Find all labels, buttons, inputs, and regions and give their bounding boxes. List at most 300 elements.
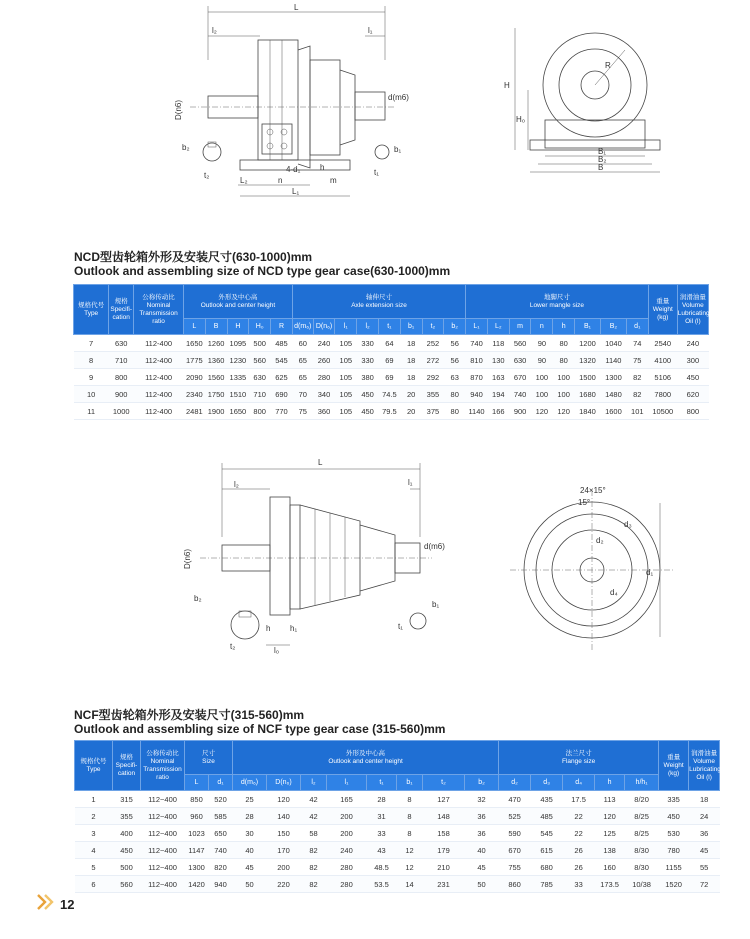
svg-text:4-d₁: 4-d₁ xyxy=(286,165,301,174)
subheader-cell: t₂ xyxy=(422,319,444,335)
subheader-cell: b₂ xyxy=(444,319,466,335)
table-cell: 158 xyxy=(423,825,465,842)
ncd-spec-table xyxy=(73,284,709,420)
table-cell: 450 xyxy=(659,808,689,825)
table-cell: 31 xyxy=(367,808,397,825)
table-cell: 330 xyxy=(357,352,379,369)
table-cell: 740 xyxy=(509,386,531,403)
table-cell: 80 xyxy=(444,386,466,403)
table-cell: 112-400 xyxy=(134,369,184,386)
table-cell: 69 xyxy=(378,369,400,386)
table-row xyxy=(75,825,720,842)
subheader-cell: H₀ xyxy=(249,319,271,335)
svg-text:d(m6): d(m6) xyxy=(388,93,409,102)
table-cell: 8/30 xyxy=(625,859,659,876)
svg-text:d₁: d₁ xyxy=(646,568,654,577)
table-cell: 18 xyxy=(400,352,422,369)
table-cell: 82 xyxy=(301,859,327,876)
table-cell: 375 xyxy=(422,403,444,420)
table-cell: 5106 xyxy=(648,369,677,386)
col-weight: 重量 Weight (kg) xyxy=(659,741,689,791)
table-cell: 3 xyxy=(75,825,113,842)
table-cell: 1147 xyxy=(185,842,209,859)
table-cell: 585 xyxy=(209,808,233,825)
table-cell: 272 xyxy=(422,352,444,369)
table-cell: 1040 xyxy=(600,335,626,352)
table-cell: 42 xyxy=(301,791,327,808)
table-cell: 1140 xyxy=(466,403,488,420)
table-cell: 12 xyxy=(397,859,423,876)
table-cell: 315 xyxy=(113,791,141,808)
table-cell: 470 xyxy=(499,791,531,808)
table-row xyxy=(75,791,720,808)
table-cell: 60 xyxy=(292,335,313,352)
subheader-cell: b₁ xyxy=(397,775,423,791)
table-cell: 1300 xyxy=(600,369,626,386)
table-cell: 130 xyxy=(487,352,509,369)
table-cell: 1520 xyxy=(659,876,689,893)
group-axle: 轴伸尺寸 Axle extension size xyxy=(292,285,465,319)
subheader-cell: h xyxy=(553,319,575,335)
table-cell: 36 xyxy=(689,825,720,842)
table-cell: 20 xyxy=(400,403,422,420)
table-cell: 45 xyxy=(689,842,720,859)
subheader-cell: t₂ xyxy=(423,775,465,791)
table-cell: 300 xyxy=(677,352,708,369)
subheader-cell: D(n₆) xyxy=(313,319,335,335)
table-cell: 1000 xyxy=(109,403,134,420)
subheader-cell: d₄ xyxy=(563,775,595,791)
table-cell: 26 xyxy=(563,842,595,859)
table-cell: 58 xyxy=(301,825,327,842)
table-cell: 8 xyxy=(397,808,423,825)
table-cell: 260 xyxy=(313,352,335,369)
table-cell: 8/30 xyxy=(625,842,659,859)
table-cell: 173.5 xyxy=(595,876,625,893)
table-cell: 450 xyxy=(113,842,141,859)
table-cell: 118 xyxy=(487,335,509,352)
table-cell: 194 xyxy=(487,386,509,403)
ncf-title-cn: NCF型齿轮箱外形及安装尺寸(315-560)mm xyxy=(74,708,305,722)
svg-text:R: R xyxy=(605,61,611,70)
subheader-cell: B xyxy=(205,319,227,335)
svg-text:D(n6): D(n6) xyxy=(174,99,183,120)
table-cell: 1510 xyxy=(227,386,249,403)
table-cell: 33 xyxy=(367,825,397,842)
table-cell: 48.5 xyxy=(367,859,397,876)
table-cell: 1155 xyxy=(659,859,689,876)
table-cell: 112-400 xyxy=(134,335,184,352)
table-cell: 50 xyxy=(465,876,499,893)
table-cell: 680 xyxy=(531,859,563,876)
table-cell: 620 xyxy=(677,386,708,403)
table-cell: 252 xyxy=(422,335,444,352)
table-cell: 200 xyxy=(327,825,367,842)
table-cell: 105 xyxy=(335,369,357,386)
table-cell: 105 xyxy=(335,386,357,403)
col-type: 规格代号 Type xyxy=(75,741,113,791)
group-size: 尺寸 Size xyxy=(185,741,233,775)
table-cell: 2 xyxy=(75,808,113,825)
table-cell: 231 xyxy=(423,876,465,893)
ncf-title-en: Outlook and assembling size of NCF type gear case (315-560)mm xyxy=(74,722,446,736)
subheader-cell: l₂ xyxy=(357,319,379,335)
table-cell: 65 xyxy=(292,352,313,369)
table-cell: 940 xyxy=(209,876,233,893)
table-cell: 2481 xyxy=(183,403,205,420)
table-row xyxy=(74,386,709,403)
col-spec: 规格 Specifi-cation xyxy=(109,285,134,335)
table-cell: 5 xyxy=(75,859,113,876)
table-row xyxy=(74,335,709,352)
table-row xyxy=(75,842,720,859)
table-cell: 18 xyxy=(689,791,720,808)
table-cell: 200 xyxy=(327,808,367,825)
col-type: 规格代号 Type xyxy=(74,285,109,335)
table-cell: 179 xyxy=(423,842,465,859)
table-cell: 36 xyxy=(465,825,499,842)
svg-text:B: B xyxy=(598,163,604,172)
svg-text:L₂: L₂ xyxy=(240,176,248,185)
svg-text:n: n xyxy=(278,176,283,185)
table-cell: 755 xyxy=(499,859,531,876)
table-cell: 56 xyxy=(444,335,466,352)
table-cell: 79.5 xyxy=(378,403,400,420)
group-flange: 地脚尺寸 Lower mangle size xyxy=(466,285,649,319)
table-cell: 210 xyxy=(423,859,465,876)
subheader-cell: n xyxy=(531,319,553,335)
col-oil: 润滑油量 Volume Lubricating Oil (l) xyxy=(689,741,720,791)
svg-text:L: L xyxy=(318,458,323,467)
table-cell: 545 xyxy=(271,352,293,369)
table-cell: 10500 xyxy=(648,403,677,420)
table-cell: 163 xyxy=(487,369,509,386)
table-cell: 74 xyxy=(626,335,648,352)
table-cell: 100 xyxy=(553,369,575,386)
table-cell: 45 xyxy=(233,859,267,876)
table-cell: 40 xyxy=(465,842,499,859)
table-cell: 1680 xyxy=(575,386,601,403)
table-cell: 280 xyxy=(327,876,367,893)
table-cell: 940 xyxy=(466,386,488,403)
table-cell: 42 xyxy=(301,808,327,825)
table-cell: 25 xyxy=(233,791,267,808)
table-cell: 112-400 xyxy=(134,352,184,369)
table-cell: 22 xyxy=(563,825,595,842)
table-cell: 960 xyxy=(185,808,209,825)
svg-text:B₂: B₂ xyxy=(598,155,607,164)
subheader-cell: D(n₆) xyxy=(267,775,301,791)
svg-text:d(m6): d(m6) xyxy=(424,542,445,551)
table-cell: 113 xyxy=(595,791,625,808)
table-cell: 112~400 xyxy=(141,791,185,808)
table-cell: 200 xyxy=(267,859,301,876)
subheader-cell: d₁ xyxy=(209,775,233,791)
table-cell: 900 xyxy=(109,386,134,403)
table-cell: 45 xyxy=(465,859,499,876)
table-cell: 140 xyxy=(267,808,301,825)
table-cell: 9 xyxy=(74,369,109,386)
table-cell: 26 xyxy=(563,859,595,876)
table-cell: 150 xyxy=(267,825,301,842)
table-cell: 520 xyxy=(209,791,233,808)
table-cell: 127 xyxy=(423,791,465,808)
subheader-cell: R xyxy=(271,319,293,335)
table-cell: 82 xyxy=(301,842,327,859)
table-cell: 615 xyxy=(531,842,563,859)
table-cell: 810 xyxy=(466,352,488,369)
svg-text:h₁: h₁ xyxy=(290,624,298,633)
table-cell: 75 xyxy=(292,403,313,420)
table-cell: 740 xyxy=(466,335,488,352)
table-cell: 330 xyxy=(357,335,379,352)
table-row xyxy=(74,403,709,420)
subheader-cell: B₁ xyxy=(575,319,601,335)
table-cell: 112~400 xyxy=(141,859,185,876)
svg-text:t₁: t₁ xyxy=(374,168,379,177)
ncd-title-en: Outlook and assembling size of NCD type gear case(630-1000)mm xyxy=(74,264,451,278)
table-cell: 50 xyxy=(233,876,267,893)
table-cell: 32 xyxy=(465,791,499,808)
table-cell: 1775 xyxy=(183,352,205,369)
svg-text:B₁: B₁ xyxy=(598,147,607,156)
subheader-cell: L₁ xyxy=(466,319,488,335)
subheader-cell: d₂ xyxy=(499,775,531,791)
svg-text:b₁: b₁ xyxy=(432,600,440,609)
col-ratio: 公称传动比 Nominal Transmission ratio xyxy=(141,741,185,791)
table-cell: 4 xyxy=(75,842,113,859)
svg-text:b₁: b₁ xyxy=(394,145,402,154)
subheader-cell: d₁ xyxy=(626,319,648,335)
table-cell: 112-400 xyxy=(134,403,184,420)
table-cell: 65 xyxy=(292,369,313,386)
table-cell: 14 xyxy=(397,876,423,893)
table-cell: 770 xyxy=(271,403,293,420)
table-cell: 1560 xyxy=(205,369,227,386)
table-cell: 8 xyxy=(74,352,109,369)
subheader-cell: h/h₁ xyxy=(625,775,659,791)
table-cell: 74.5 xyxy=(378,386,400,403)
table-cell: 800 xyxy=(677,403,708,420)
table-cell: 1600 xyxy=(600,403,626,420)
svg-text:l₂: l₂ xyxy=(234,480,239,489)
table-cell: 75 xyxy=(626,352,648,369)
table-cell: 100 xyxy=(531,369,553,386)
table-cell: 1480 xyxy=(600,386,626,403)
table-cell: 292 xyxy=(422,369,444,386)
table-cell: 500 xyxy=(249,335,271,352)
svg-text:H₀: H₀ xyxy=(516,115,526,124)
table-cell: 11 xyxy=(74,403,109,420)
table-cell: 120 xyxy=(553,403,575,420)
table-cell: 1900 xyxy=(205,403,227,420)
svg-text:L: L xyxy=(294,3,299,12)
subheader-cell: d₃ xyxy=(531,775,563,791)
table-cell: 165 xyxy=(327,791,367,808)
table-cell: 112~400 xyxy=(141,825,185,842)
svg-text:D(n6): D(n6) xyxy=(183,548,192,569)
table-cell: 8/25 xyxy=(625,825,659,842)
table-cell: 530 xyxy=(659,825,689,842)
table-cell: 900 xyxy=(509,403,531,420)
table-cell: 860 xyxy=(499,876,531,893)
table-cell: 112-400 xyxy=(134,386,184,403)
svg-text:15°: 15° xyxy=(578,498,591,507)
chevron-right-icon xyxy=(36,893,58,916)
table-cell: 10 xyxy=(74,386,109,403)
table-cell: 148 xyxy=(423,808,465,825)
table-cell: 355 xyxy=(422,386,444,403)
table-cell: 82 xyxy=(626,386,648,403)
table-cell: 1140 xyxy=(600,352,626,369)
table-cell: 6 xyxy=(75,876,113,893)
table-cell: 240 xyxy=(327,842,367,859)
table-cell: 36 xyxy=(465,808,499,825)
table-cell: 10/38 xyxy=(625,876,659,893)
table-cell: 740 xyxy=(209,842,233,859)
svg-text:24×15°: 24×15° xyxy=(580,486,606,495)
svg-text:l₀: l₀ xyxy=(274,646,280,655)
table-cell: 90 xyxy=(531,335,553,352)
table-cell: 785 xyxy=(531,876,563,893)
table-cell: 2340 xyxy=(183,386,205,403)
table-cell: 1500 xyxy=(575,369,601,386)
table-cell: 22 xyxy=(563,808,595,825)
table-cell: 7800 xyxy=(648,386,677,403)
table-cell: 450 xyxy=(357,403,379,420)
table-cell: 1420 xyxy=(185,876,209,893)
ncd-side-view-drawing xyxy=(160,0,720,200)
svg-text:h: h xyxy=(320,163,325,172)
table-cell: 18 xyxy=(400,335,422,352)
table-cell: 2540 xyxy=(648,335,677,352)
subheader-cell: L xyxy=(183,319,205,335)
svg-text:h: h xyxy=(266,624,271,633)
table-cell: 1320 xyxy=(575,352,601,369)
table-cell: 625 xyxy=(271,369,293,386)
table-cell: 335 xyxy=(659,791,689,808)
subheader-cell: h xyxy=(595,775,625,791)
table-cell: 485 xyxy=(271,335,293,352)
table-cell: 630 xyxy=(109,335,134,352)
table-cell: 560 xyxy=(509,335,531,352)
ncd-title-cn: NCD型齿轮箱外形及安装尺寸(630-1000)mm xyxy=(74,250,313,264)
svg-text:b₂: b₂ xyxy=(194,594,202,603)
table-cell: 240 xyxy=(677,335,708,352)
subheader-cell: t₁ xyxy=(378,319,400,335)
table-cell: 360 xyxy=(313,403,335,420)
table-row xyxy=(74,352,709,369)
group-flange: 法兰尺寸 Flange size xyxy=(499,741,659,775)
svg-text:l₁: l₁ xyxy=(368,26,373,35)
table-cell: 80 xyxy=(553,352,575,369)
table-cell: 105 xyxy=(335,352,357,369)
svg-text:L₁: L₁ xyxy=(292,187,300,196)
subheader-cell: H xyxy=(227,319,249,335)
table-cell: 650 xyxy=(209,825,233,842)
table-cell: 1 xyxy=(75,791,113,808)
table-cell: 17.5 xyxy=(563,791,595,808)
table-cell: 1095 xyxy=(227,335,249,352)
table-cell: 166 xyxy=(487,403,509,420)
col-oil: 润滑油量 Volume Lubricating Oil (l) xyxy=(677,285,708,335)
table-cell: 70 xyxy=(292,386,313,403)
table-cell: 120 xyxy=(595,808,625,825)
table-cell: 630 xyxy=(509,352,531,369)
table-cell: 7 xyxy=(74,335,109,352)
table-cell: 850 xyxy=(185,791,209,808)
ncf-spec-table xyxy=(74,740,720,893)
table-cell: 24 xyxy=(689,808,720,825)
table-cell: 112~400 xyxy=(141,808,185,825)
table-cell: 101 xyxy=(626,403,648,420)
table-cell: 1650 xyxy=(227,403,249,420)
svg-text:H: H xyxy=(504,81,510,90)
table-cell: 82 xyxy=(626,369,648,386)
table-cell: 355 xyxy=(113,808,141,825)
table-cell: 1840 xyxy=(575,403,601,420)
col-ratio: 公称传动比 Nominal Transmission ratio xyxy=(134,285,184,335)
svg-text:d₄: d₄ xyxy=(610,588,618,597)
table-cell: 105 xyxy=(335,335,357,352)
table-cell: 53.5 xyxy=(367,876,397,893)
table-cell: 112~400 xyxy=(141,842,185,859)
table-cell: 43 xyxy=(367,842,397,859)
table-cell: 780 xyxy=(659,842,689,859)
subheader-cell: L xyxy=(185,775,209,791)
table-cell: 525 xyxy=(499,808,531,825)
table-cell: 120 xyxy=(531,403,553,420)
table-cell: 1360 xyxy=(205,352,227,369)
table-cell: 1335 xyxy=(227,369,249,386)
subheader-cell: d(m₆) xyxy=(233,775,267,791)
table-cell: 220 xyxy=(267,876,301,893)
table-cell: 380 xyxy=(357,369,379,386)
subheader-cell: m xyxy=(509,319,531,335)
table-cell: 280 xyxy=(313,369,335,386)
table-cell: 100 xyxy=(531,386,553,403)
table-cell: 8/25 xyxy=(625,808,659,825)
table-cell: 170 xyxy=(267,842,301,859)
table-cell: 55 xyxy=(689,859,720,876)
subheader-cell: b₂ xyxy=(465,775,499,791)
table-cell: 710 xyxy=(109,352,134,369)
subheader-cell: B₂ xyxy=(600,319,626,335)
table-cell: 1230 xyxy=(227,352,249,369)
table-cell: 138 xyxy=(595,842,625,859)
table-cell: 105 xyxy=(335,403,357,420)
svg-text:d₂: d₂ xyxy=(596,536,604,545)
table-cell: 1200 xyxy=(575,335,601,352)
table-cell: 120 xyxy=(267,791,301,808)
table-cell: 125 xyxy=(595,825,625,842)
ncf-side-view-drawing xyxy=(170,445,690,660)
table-cell: 670 xyxy=(509,369,531,386)
table-cell: 560 xyxy=(249,352,271,369)
table-cell: 1650 xyxy=(183,335,205,352)
table-cell: 2090 xyxy=(183,369,205,386)
svg-text:t₂: t₂ xyxy=(204,171,210,180)
table-row xyxy=(74,369,709,386)
table-cell: 545 xyxy=(531,825,563,842)
table-cell: 8 xyxy=(397,791,423,808)
subheader-cell: l₂ xyxy=(301,775,327,791)
table-cell: 1260 xyxy=(205,335,227,352)
subheader-cell: L₂ xyxy=(487,319,509,335)
table-cell: 485 xyxy=(531,808,563,825)
table-cell: 710 xyxy=(249,386,271,403)
table-cell: 820 xyxy=(209,859,233,876)
